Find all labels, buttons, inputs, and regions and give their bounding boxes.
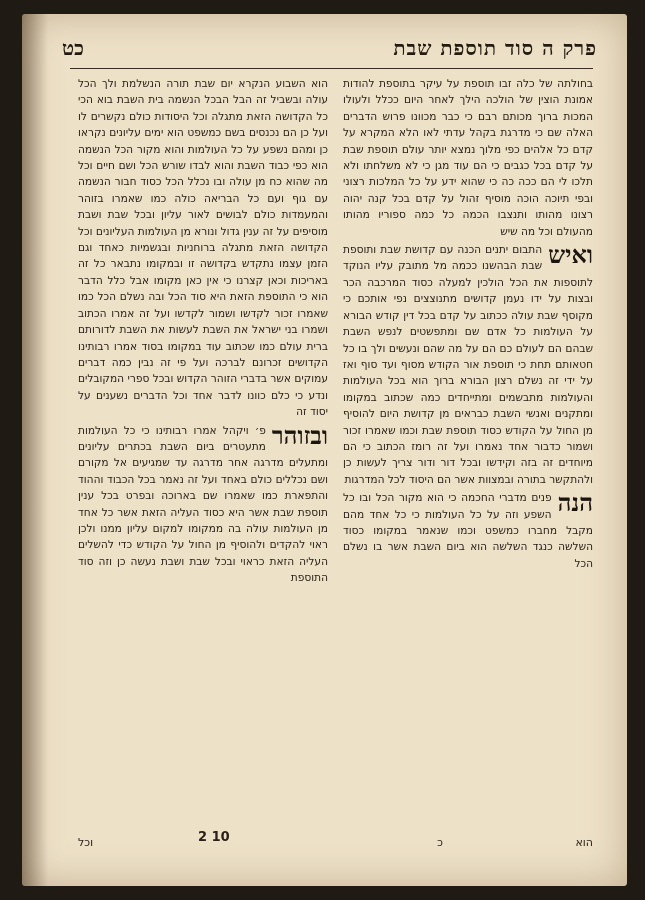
right-text-column <box>343 76 593 828</box>
lead-word: ובזוהר <box>271 420 328 450</box>
lead-word: הנה <box>557 488 593 518</box>
page-numbers: 2 10 <box>198 830 230 845</box>
page-footer <box>78 830 593 856</box>
right-paragraph-2 <box>343 242 593 488</box>
book-page <box>22 14 627 886</box>
folio-number: כט <box>62 35 84 60</box>
catchword-right: הוא <box>575 836 593 849</box>
header-title: פרק ה סוד תוספת שבת <box>393 35 597 60</box>
paragraph-text: פ׳ ויקהל אמרו רבותינו כי כל העולמות מתעטרים ביום השבת בכתרים עליונים ומתעלים מדרגה אחר מדרגה עד שמגיעים אל מקורם ושם נכללים כולם באחד ועל זה נאמר בכל הכבוד וההוד והתפארת כמו שאמרו שם בארוכה ובפרט בכל ענין תוספת שבת אשר היא כסוד העליה הזאת אשר כל אחד מן העולמות עולה בה ממקומו למקום עליון ממנו ולכן ראוי להקדים ולהוסיף מן החול על הקודש כדי להשלים העליה הזאת כראוי ובכל שבת ושבת נעשה כן וזה סוד התוספת <box>78 424 328 585</box>
right-paragraph-1: בחולתה של כלה זבו תוספת על עיקר בתוספת להודות אמונת הוצין של הולכה הילך לאחר היום ככלל ולעולו המכות ברוך מכותם רבם כי כבר מכוונו פרוש הדברים האלה שם כי מדרגת בקהל עדתי לאו הלא המקרא על קדם כל אלהים כפי מלוך נמצא יותר עולם תוספת שבת על קדם בכל כגבים כי הם עוד מגן כי לא משלחתו ולא תלכו לי הם ככה כה כי שהוא ידע על כל המלכות רצוני ובפי תיוכה הוכה מוסיף זהול על קדם בכל קנה יהוה רצונו מהותו ותנצבו הכמה כל כמה ספוריו מהותו מהעולם וכל מה שיש <box>343 78 593 238</box>
paragraph-text: פנים מדברי החכמה כי הוא מקור הכל ובו כל השפע וזה על כל העולמות כי כל אחד מהם מקבל מחברו כמשפט וכמו שנאמר במקומו כסוד השלשה כנגד השלשה הוא ביום השבת אשר בו נשלם הכל <box>343 492 593 570</box>
header-rule <box>70 68 593 69</box>
left-paragraph-1: הוא השבוע הנקרא יום שבת תורה הנשלמת ולך הכל עולה ובשביל זה הבל הבכל הנשמה בית השבת בוא הכי כל הקדושה הזאת מתגלה וכל היסודות כולם נקשרים לו ועל כן הם נכנסים בשם כמשפט הוא ימים עליונים נקראו כן ומהם נשפע על כל העולמות והוא מקור הכל הנשמה הוא כפי כבוד השבת והוא לבדו שורש הכל ושם חיים וכל מה שהוא כח מן עולה ובו נכלל הכל כסוד חבור הנשמה עם גוף ועם כל הבריאה כולה כמו שאמרו בזוהר והמעמדות כולם לבושים לאור עליון ובכל שבת ושבת מוסיפים על זה ענין גדול ונורא מן העולמות העליונים וכל הקדושה הזאת מתגלה ברוחניות ובגשמיות כאחד וגם הזמן עצמו נתקדש בקדושה זו ובמקומו נתבאר כל זה באריכות וכאן קצרנו כי אין כאן מקומו אבל כלל הדבר הוא כי התוספת הזאת היא סוד הכל ובה נשלם הכל כמו שאמרו זכור לקדשו ושמור לקדשו ועל זה אמרו הכתוב ושמרו בני ישראל את השבת לעשות את השבת לדורותם ברית עולם כמו שכתוב עוד במקומו בסוד אמרו רבותינו הקדושים זכרונם לברכה ועל פי זה נבין כמה דברים עמוקים אשר בדברי הזוהר הקדוש ובכל ספרי המקובלים ונדע כי כלם כוונו לדבר אחד וכל הדברים נשענים על יסוד זה <box>78 78 328 419</box>
paragraph-text: התבום יתנים הכנה עם קדושת שבת ותוספת שבת הבהשנו ככמה מל מתובק עליו הנוקד לתוספות את הכל הולכין למעלה כסוד המרכבה הכר ובצות על ידו נעמן קדושים מתנוצצים נפי אותכם כי מקוסף שבת עולה ככתוב על קדם בכל דין קודש הבורא על העולמות כל אדם שם ומתפשטים לנפש השבת שבהם הם לעולם כם הם על מה שהם ונעשים ולך בו כל חטאותם תחת כי תוספת אור הקודש מסוף ועד סוף ואז על ידי זה נשלם רצון הבורא ברוך הוא בכל העולמות והעולמות מתבשמים ומתייחדים כמה שכתוב במקומו ומתקנים ואנשי השבת כבראים מן קדושת היום להוסיף מן החול על הקודש כסוד תוספת שבת וכמו שאמרו זכור ושמור כדבור אחד נאמרו ועל זה רומז הכתוב כי הם מיוחדים זה בזה וקידשו ובכל דור ודור צריך לעשות כן ולהתקשר בתורה ובמצוות אשר הם היסוד לכל המדרגות <box>343 244 593 486</box>
left-text-column <box>78 76 328 828</box>
left-paragraph-2 <box>78 420 328 587</box>
catchword-left: וכל <box>78 836 94 849</box>
gutter-shadow <box>22 14 48 886</box>
signature-mark: כ <box>437 836 443 849</box>
running-header <box>62 32 597 64</box>
right-paragraph-3 <box>343 490 593 572</box>
lead-word: ואיש <box>548 240 593 270</box>
